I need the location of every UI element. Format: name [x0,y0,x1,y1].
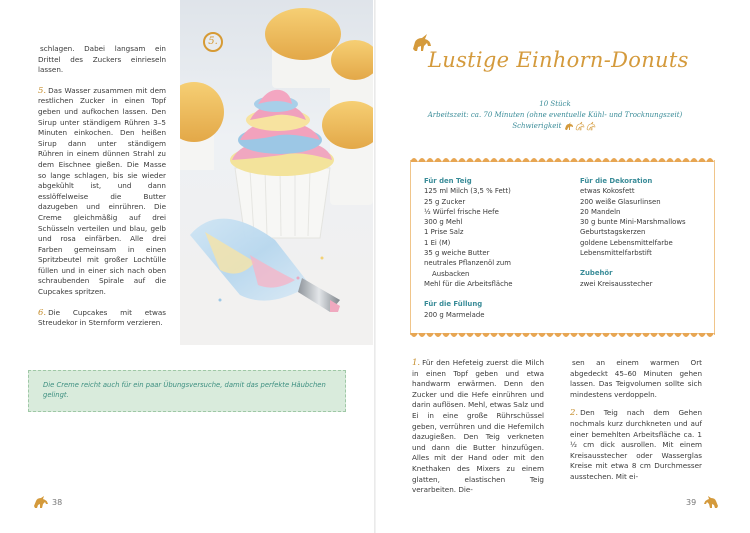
cupcake-photo [180,0,373,345]
ingredient-item: Lebensmittelfarbstift [580,249,652,258]
ingredient-item: 200 weiße Glasurlinsen [580,197,661,206]
ingredients-left-column [424,176,564,320]
ingredient-item: goldene Lebensmittelfarbe [580,238,673,247]
ingredient-item: etwas Kokosfett [580,187,635,196]
recipe-title: Lustige Einhorn-Donuts [428,48,689,72]
page-number-right: 39 [686,498,697,507]
servings: 10 Stück [539,100,571,108]
worktime: Arbeitszeit: ca. 70 Minuten (ohne eventuelle Kühl- und Trocknungszeit) [427,111,683,119]
ingredient-heading-dough: Für den Teig [424,177,472,185]
cupcake-illustration [180,0,373,345]
ingredient-item: Mehl für die Arbeitsfläche [424,279,513,288]
ingredient-item: ½ Würfel frische Hefe [424,207,499,216]
book-gutter [374,0,376,533]
photo-step-badge: 5. [203,32,223,52]
tip-note-text: Die Creme reicht auch für ein paar Übungsversuche, damit das perfekte Häubchen gelingt. [43,381,326,399]
ingredient-item: 1 Prise Salz [424,228,464,237]
difficulty [400,121,710,132]
steps-column-1 [412,358,544,504]
ingredient-item: Ausbacken [432,269,470,278]
ingredient-item: 200 g Marmelade [424,310,485,319]
ingredient-item: neutrales Pflanzenöl zum [424,259,511,268]
ingredient-box-bottom-border [410,333,715,339]
steps-column-2 [570,358,702,491]
ingredient-item: zwei Kreisausstecher [580,279,653,288]
left-text-column [38,44,166,339]
ingredient-item: 20 Mandeln [580,207,621,216]
ingredient-item: Geburtstagskerzen [580,228,646,237]
ingredient-item: 30 g bunte Mini-Marshmallows [580,218,686,227]
ingredient-heading-equipment: Zubehör [580,269,613,278]
ingredients-right-column [580,176,710,289]
ingredient-item: 125 ml Milch (3,5 % Fett) [424,187,511,196]
difficulty-label: Schwierigkeit [512,122,562,130]
unicorn-footer-icon [32,495,50,509]
unicorn-footer-icon [702,495,720,509]
recipe-meta [400,99,710,132]
page-number-left: 38 [52,498,63,507]
step-paragraph: 1. Für den Hefeteig zuerst die Milch in einen Topf geben und etwa handwarm erwärmen. Denn den Zucker und die Hefe einrühren und darin auflösen. Mehl, etwas Salz und Ei in eine große Rührschüssel geben, verrühren und die Hefemilch dazugießen. Den Teig verkneten und dann die Butter hinzufügen. Alles mit der Hand oder mit den Knethaken des Mixers zu einem glatten, elastischen Teig verarbeiten. Die- [412,358,544,495]
step-paragraph: sen an einem warmen Ort abgedeckt 45–60 Minuten gehen lassen. Das Teigvolumen sollte sich mindestens verdoppeln. [570,358,702,399]
left-paragraph-2: 6. Die Cupcakes mit etwas Streudekor in Sternform verzieren. [38,307,166,328]
left-paragraph-0: schlagen. Dabei langsam ein Drittel des Zuckers einrieseln lassen. [38,44,166,75]
ingredient-heading-decoration: Für die Dekoration [580,177,653,185]
step-paragraph: 2. Den Teig nach dem Gehen nochmals kurz durchkneten und auf einer bemehlten Arbeitsfläche ca. 1 ½ cm dick ausrollen. Mit einem Kreisausstecher oder Wasserglas Kreise mit etwa 8 cm Durchmesser ausstechen. Mit ei- [570,408,702,481]
ingredient-item: 35 g weiche Butter [424,249,490,258]
ingredient-item: 25 g Zucker [424,197,466,206]
ingredient-item: 300 g Mehl [424,218,463,227]
tip-note [28,370,346,412]
ingredient-item: 1 Ei (M) [424,238,451,247]
difficulty-unicorn-icon [564,121,598,131]
ingredient-heading-filling: Für die Füllung [424,300,483,309]
left-paragraph-1: 5. Das Wasser zusammen mit dem restlichen Zucker in einen Topf geben und aufkochen lassen. Den Sirup unter ständigem Rühren 3–5 Minuten einkochen. Den heißen Sirup dann unter ständigem Rühren in einem dünnen Strahl zu dem Eischnee gießen. Die Masse so lange schlagen, bis sie wieder abgekühlt ist, und dann esslöffelweise die Butter dazugeben und einrühren. Die Creme gleichmäßig auf drei Schüsseln verteilen und blau, gelb und rosa einfärben. Alle drei Farben gemeinsam in einen Spritzbeutel mit großer Lochtülle füllen und in einer sich nach oben schraubenden Spirale auf die Cupcakes spritzen. [38,85,166,297]
